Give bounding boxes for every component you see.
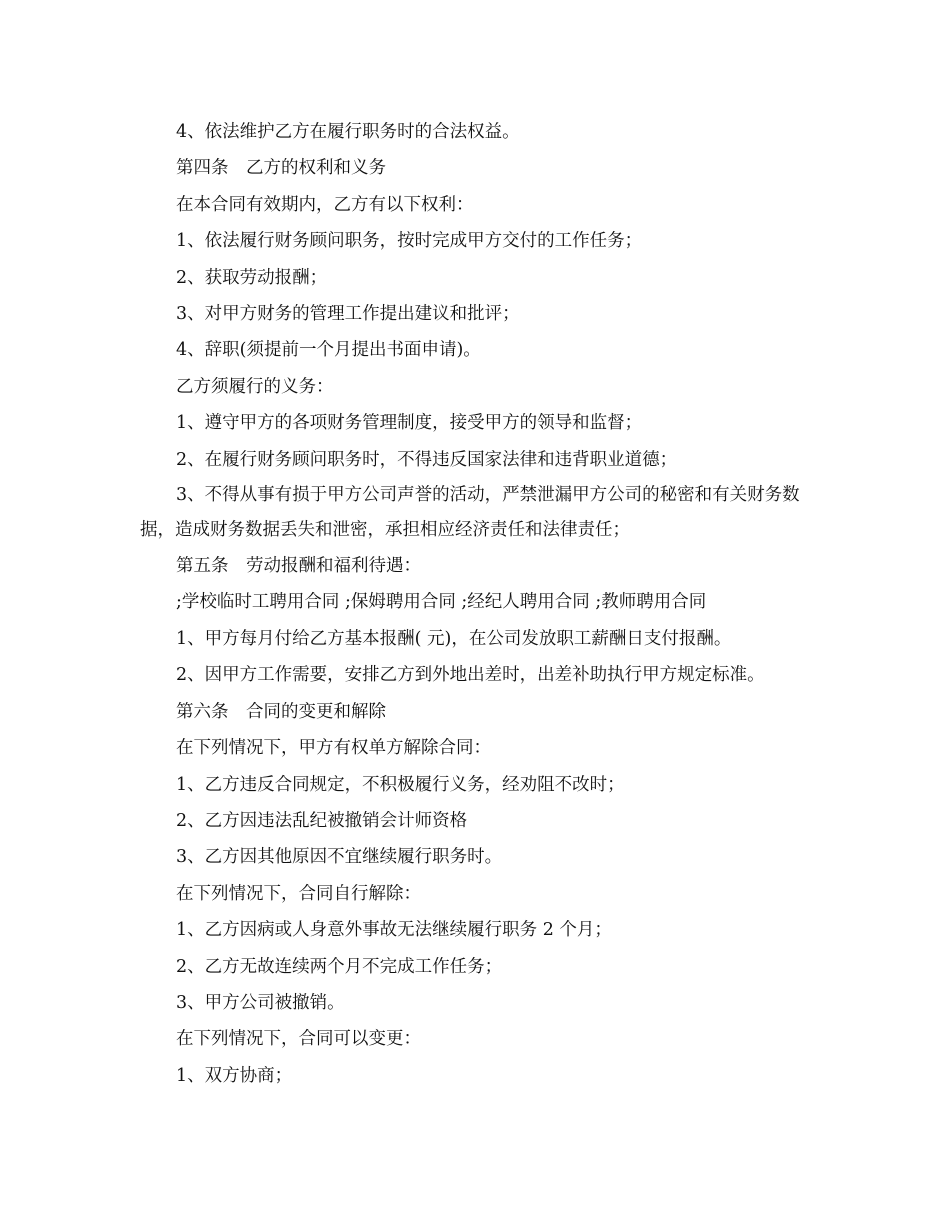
clause-item: 3、乙方因其他原因不宜继续履行职务时。	[176, 847, 503, 868]
clause-item: 3、对甲方财务的管理工作提出建议和批评；	[176, 304, 520, 325]
paragraph: 在本合同有效期内，乙方有以下权利：	[176, 194, 474, 215]
paragraph: ;学校临时工聘用合同 ;保姆聘用合同 ;经纪人聘用合同 ;教师聘用合同	[176, 592, 707, 613]
paragraph: 在下列情况下，甲方有权单方解除合同：	[176, 738, 491, 759]
clause-item: 2、因甲方工作需要，安排乙方到外地出差时，出差补助执行甲方规定标准。	[176, 665, 765, 686]
paragraph: 在下列情况下，合同自行解除：	[176, 883, 421, 904]
section-heading: 第四条 乙方的权利和义务	[176, 158, 386, 179]
clause-item: 4、依法维护乙方在履行职务时的合法权益。	[176, 122, 520, 142]
clause-item: 2、乙方因违法乱纪被撤销会计师资格	[176, 810, 468, 831]
document-body	[140, 114, 812, 1094]
clause-item: 2、乙方无故连续两个月不完成工作任务；	[176, 956, 503, 977]
section-heading: 第六条 合同的变更和解除	[176, 701, 386, 722]
paragraph: 乙方须履行的义务：	[176, 376, 334, 397]
clause-item: 1、乙方因病或人身意外事故无法继续履行职务 2 个月；	[176, 920, 612, 941]
clause-item: 1、甲方每月付给乙方基本报酬( 元)，在公司发放职工薪酬日支付报酬。	[176, 628, 732, 649]
section-heading: 第五条 劳动报酬和福利待遇：	[176, 556, 421, 577]
clause-item: 3、甲方公司被撤销。	[176, 992, 345, 1013]
paragraph: 在下列情况下，合同可以变更：	[176, 1029, 421, 1050]
clause-item: 1、乙方违反合同规定，不积极履行义务，经劝阻不改时；	[176, 774, 625, 795]
clause-item: 4、辞职(须提前一个月提出书面申请)。	[176, 340, 481, 361]
clause-item: 2、获取劳动报酬；	[176, 267, 328, 288]
clause-item: 3、不得从事有损于甲方公司声誉的活动，严禁泄漏甲方公司的秘密和有关财务数据，造成财务数据丢失和泄密，承担相应经济责任和法律责任；	[140, 485, 800, 541]
clause-item: 1、依法履行财务顾问职务，按时完成甲方交付的工作任务；	[176, 231, 643, 252]
clause-item: 1、遵守甲方的各项财务管理制度，接受甲方的领导和监督；	[176, 413, 643, 434]
clause-item: 2、在履行财务顾问职务时，不得违反国家法律和违背职业道德；	[176, 449, 678, 470]
clause-item: 1、双方协商；	[176, 1065, 293, 1086]
